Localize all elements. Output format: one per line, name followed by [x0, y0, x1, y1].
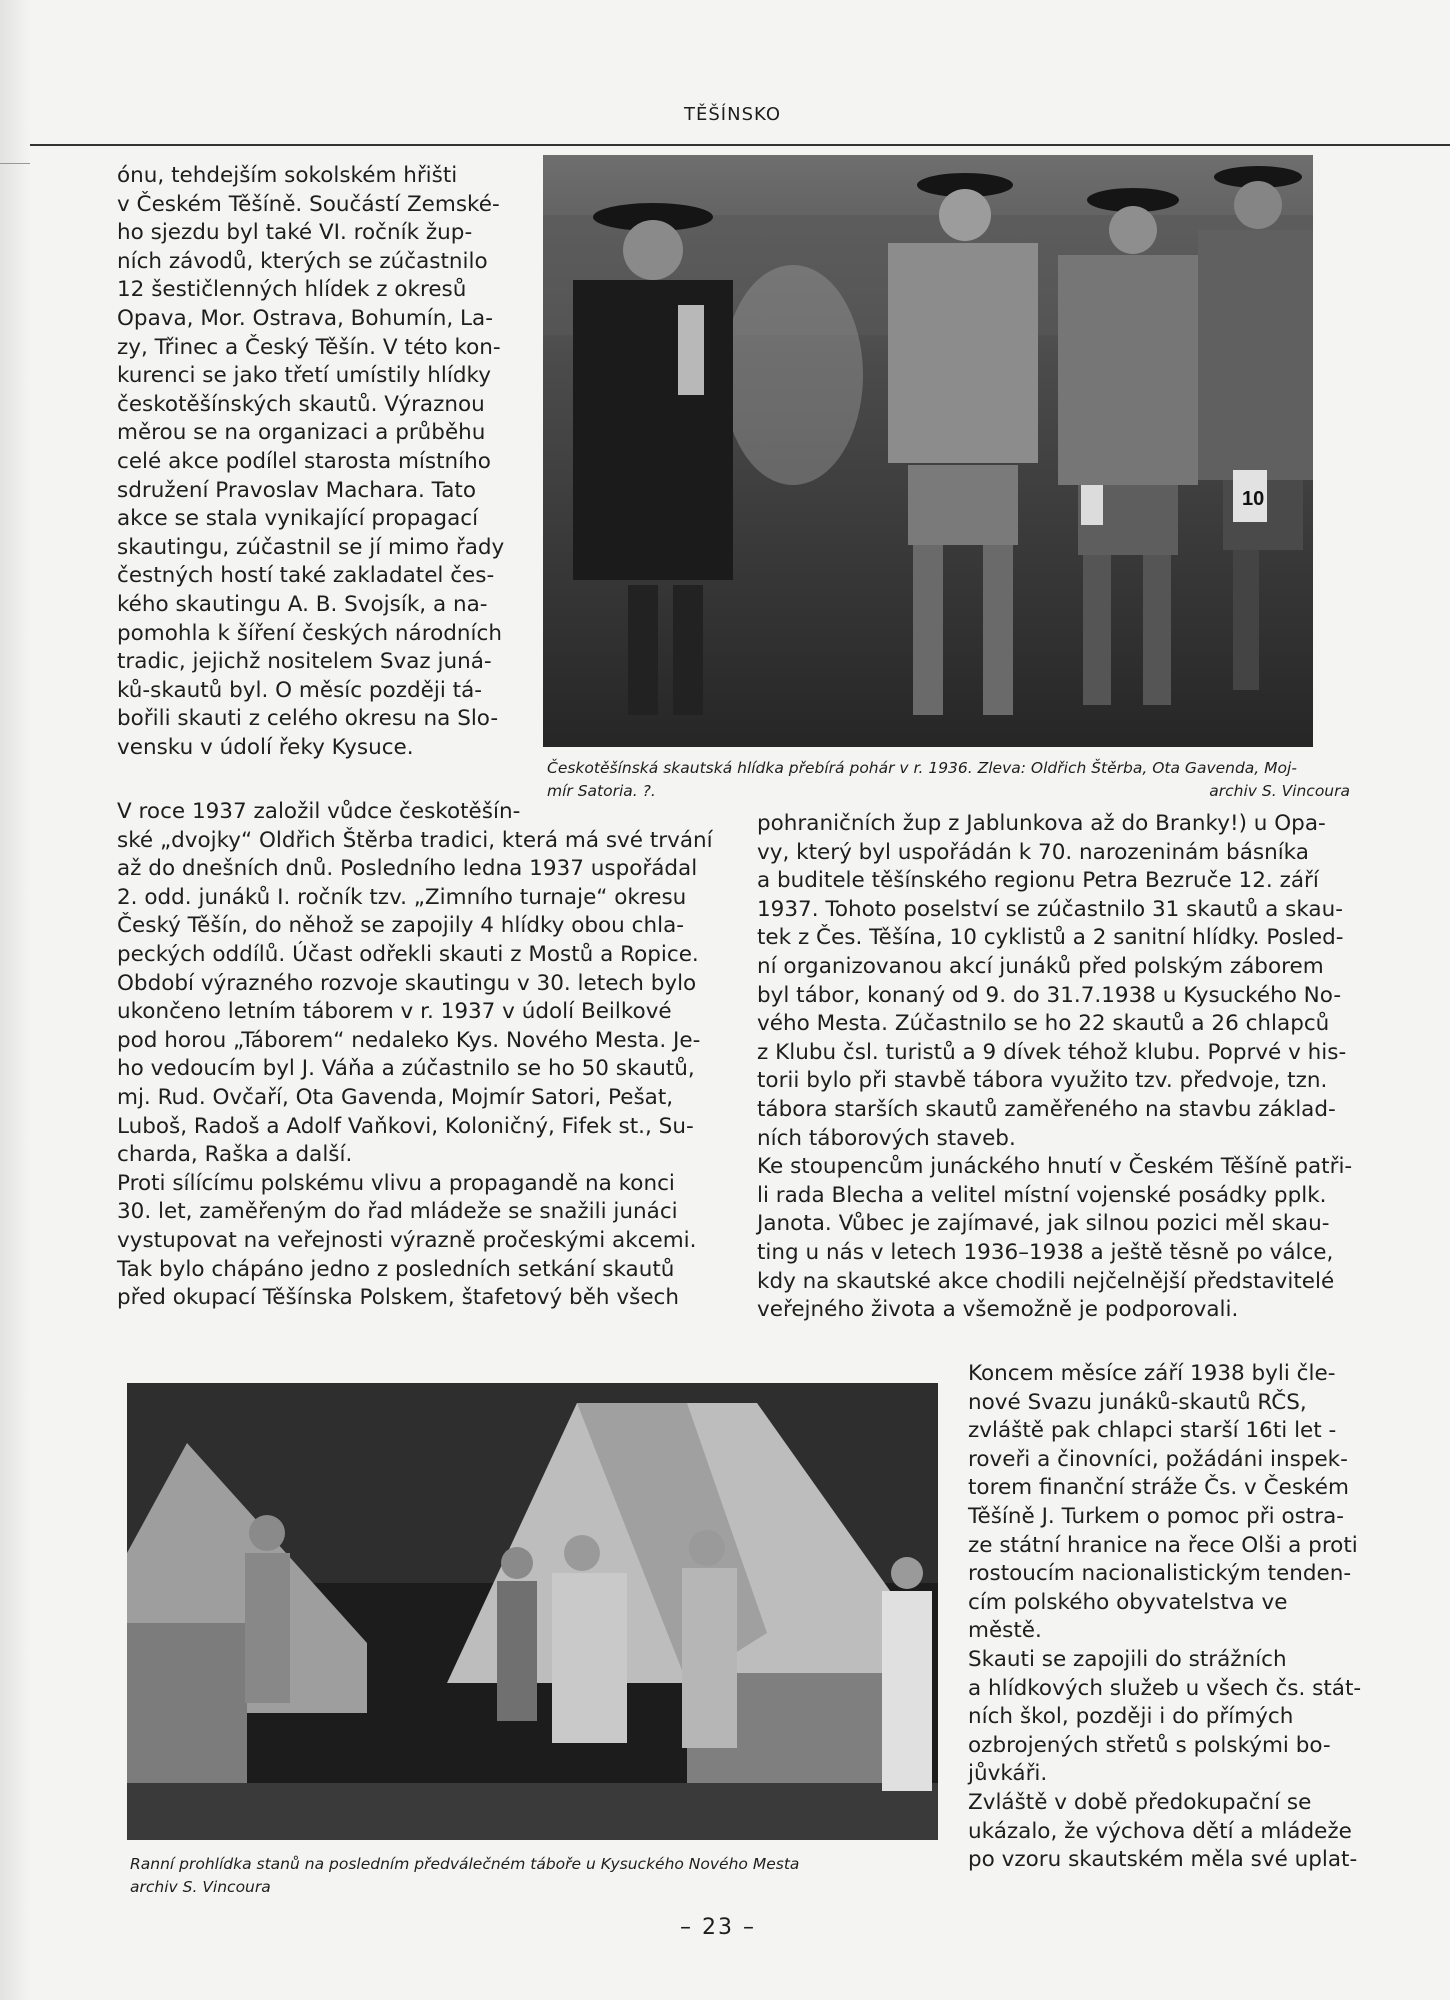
header-rule — [30, 144, 1450, 146]
column-text-bottom-right: Koncem měsíce září 1938 byli čle- nové Svazu junáků-skautů RČS, zvláště pak chlapci starší 16ti let - roveři a činovníci, požádáni inspek- torem finanční stráže Čs. v Českém Těšíně J. Turkem o pomoc při ostra- ze státní hranice na řece Olši a proti rostoucím nacionalistickým tenden- cím polského obyvatelstva ve městě. Skauti se zapojili do strážních a hlídkových služeb u všech čs. stát- ních škol, později i do přímých ozbrojených střetů s polskými bo- jůvkáři. Zvláště v době předokupační se ukázalo, že výchova dětí a mládeže po vzoru skautském měla své uplat- — [968, 1361, 1362, 1873]
margin-mark — [0, 163, 30, 164]
photo-camp-tents — [127, 1383, 938, 1840]
column-text-middle-left: V roce 1937 založil vůdce českotěšín- ské „dvojky“ Oldřich Štěrba tradici, která má své trvání až do dnešních dnů. Posledního ledna 1937 uspořádal 2. odd. junáků I. ročník tzv. „Zimního turnaje“ okresu Český Těšín, do něhož se zapojily 4 hlídky obou chla- peckých oddílů. Účast odřekli skauti z Mostů a Ropice. Období výrazného rozvoje skautingu v 30. letech bylo ukončeno letním táborem v r. 1937 v údolí Beilkové pod horou „Táborem“ nedaleko Kys. Nového Mesta. Je- ho vedoucím byl J. Váňa a zúčastnilo se ho 50 skautů, mj. Rud. Ovčaří, Ota Gavenda, Mojmír Satori, Pešat, Luboš, Radoš a Adolf Vaňkovi, Koloničný, Fifek st., Su- charda, Raška a další. Proti sílícímu polskému vlivu a propagandě na konci 30. let, zaměřeným do řad mládeže se snažili junáci vystupovat na veřejnosti výrazně pročeskými akcemi. Tak bylo chápáno jedno z posledních setkání skautů před okupací Těšínska Polskem, štafetový běh všech — [117, 799, 713, 1311]
header-title: TĚŠÍNSKO — [684, 104, 781, 125]
page-number: – 23 – — [680, 1915, 756, 1940]
photo1-bib-number: 10 — [1242, 488, 1265, 510]
scan-edge — [0, 0, 30, 2000]
column-text-middle-right: pohraničních žup z Jablunkova až do Branky!) u Opa- vy, který byl uspořádán k 70. narozeninám básníka a buditele těšínského regionu Petra Bezruče 12. září 1937. Tohoto poselství se zúčastnilo 31 skautů a skau- tek z Čes. Těšína, 10 cyklistů a 2 sanitní hlídky. Posled- ní organizovanou akcí junáků před polským záborem byl tábor, konaný od 9. do 31.7.1938 u Kysuckého No- vého Mesta. Zúčastnilo se ho 22 skautů a 26 chlapců z Klubu čsl. turistů a 9 dívek téhož klubu. Poprvé v his- torii bylo při stavbě tábora využito tzv. předvoje, tzn. tábora starších skautů zaměřeného na stavbu základ- ních táborových staveb. Ke stoupencům junáckého hnutí v Českém Těšíně patři- li rada Blecha a velitel místní vojenské posádky pplk. Janota. Vůbec je zajímavé, jak silnou pozici měl skau- ting u nás v letech 1936–1938 a ještě těsně po válce, kdy na skautské akce chodili nejčelnější představitelé veřejného života a všemožně je podporovali. — [757, 811, 1353, 1323]
photo2-caption: Ranní prohlídka stanů na posledním předválečném táboře u Kysuckého Nového Mesta archiv S. Vincoura — [130, 1855, 800, 1896]
photo1-caption: Českotěšínská skautská hlídka přebírá pohár v r. 1936. Zleva: Oldřich Štěrba, Ota Gavenda, Moj- mír Satoria. ?. — [547, 759, 1297, 800]
column-text-top-left: ónu, tehdejším sokolském hřišti v Českém Těšíně. Součástí Zemské- ho sjezdu byl také VI. ročník žup- ních závodů, kterých se zúčastnilo 12 šestičlenných hlídek z okresů Opava, Mor. Ostrava, Bohumín, La- zy, Třinec a Český Těšín. V této kon- kurenci se jako třetí umístily hlídky českotěšínských skautů. Výraznou měrou se na organizaci a průběhu celé akce podílel starosta místního sdružení Pravoslav Machara. Tato akce se stala vynikající propagací skautingu, zúčastnil se jí mimo řady čestných hostí také zakladatel čes- kého skautingu A. B. Svojsík, a na- pomohla k šíření českých národních tradic, jejichž nositelem Svaz juná- ků-skautů byl. O měsíc později tá- bořili skauti z celého okresu na Slo- vensku v údolí řeky Kysuce. — [117, 163, 505, 760]
photo1-credit: archiv S. Vincoura — [1209, 782, 1350, 800]
photo-camp-tents-image — [127, 1383, 938, 1840]
photo-scout-patrol-trophy — [543, 155, 1313, 747]
photo-scout-patrol-image — [543, 155, 1313, 747]
